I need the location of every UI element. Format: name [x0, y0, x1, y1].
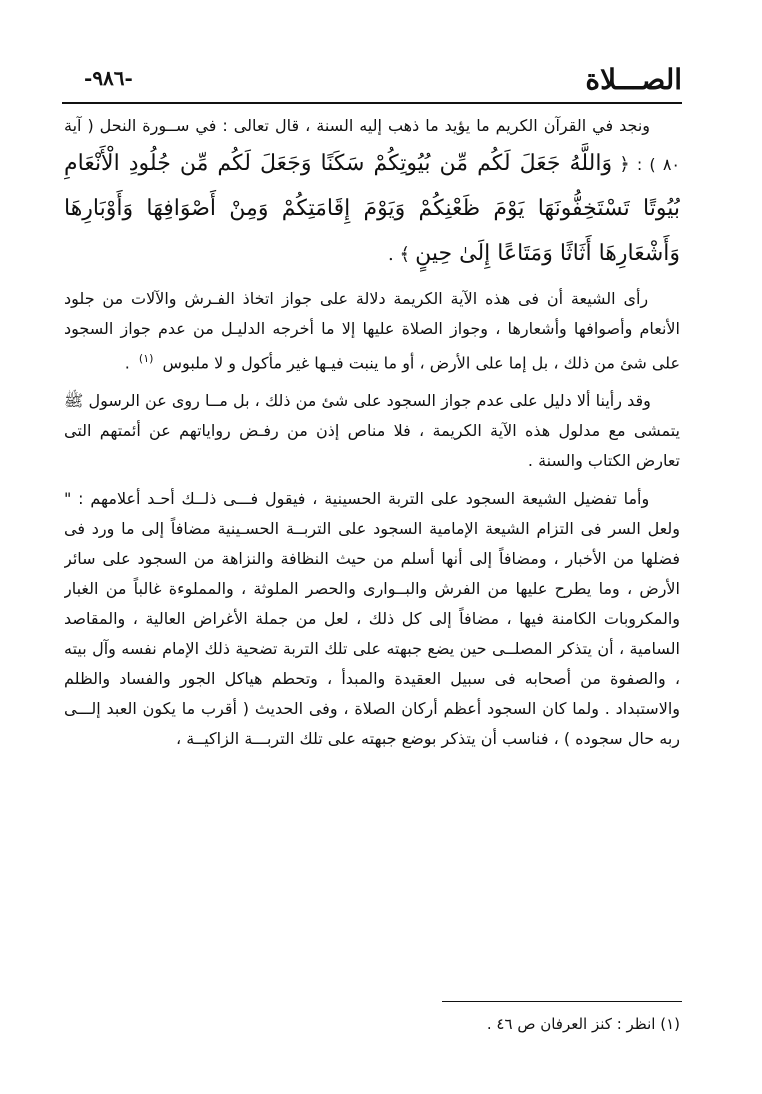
page-body	[64, 111, 680, 991]
header-divider	[62, 102, 682, 104]
paragraph-evidence	[64, 386, 680, 476]
paragraph-husayni-soil	[64, 484, 680, 754]
quran-verse: وَاللَّهُ جَعَلَ لَكُم مِّن بُيُوتِكُمْ سَكَنًا وَجَعَلَ لَكُم مِّن جُلُودِ الْأَنْعَامِ بُيُوتًا تَسْتَخِفُّونَهَا يَوْمَ ظَعْنِكُمْ وَيَوْمَ إِقَامَتِكُمْ وَمِنْ أَصْوَافِهَا وَأَوْبَارِهَا وَأَشْعَارِهَا أَثَاثًا وَمَتَاعًا إِلَىٰ حِينٍ	[64, 151, 680, 266]
page-header	[62, 62, 682, 104]
page-number: -٩٨٦-	[84, 66, 133, 90]
quran-close-bracket: ﴾ .	[388, 244, 411, 265]
paragraph-end-mark: .	[124, 353, 130, 373]
paragraph-quran-intro	[64, 111, 680, 276]
footnote-divider	[442, 1001, 682, 1002]
footnote-reference: (١)	[138, 352, 154, 365]
paragraph-text: وقد رأينا ألا دليل على عدم جواز السجود على شئ من ذلك ، بل مــا روى عن الرسول ﷺ يتمشى مع مدلول هذه الآية الكريمة ، فلا مناص إذن من رفـض رواياتهم عن أئمتهم التى تعارض الكتاب والسنة .	[64, 391, 680, 471]
footnote: (١) انظر : كنز العرفان ص ٤٦ .	[486, 1015, 680, 1033]
quran-open-bracket: ﴿	[619, 154, 630, 175]
paragraph-text: وأما تفضيل الشيعة السجود على التربة الحسينية ، فيقول فـــى ذلــك أحـد أعلامهم : " ولعل السر فى التزام الشيعة الإمامية السجود على التربــة الحسـينية مضافاً إلى ما ورد فى فضلها من الأخبار ، ومضافاً إلى أنها أسلم من حيث النظافة والنزاهة من السجود على سائر الأرض ، وما يطرح عليها من الفرش والبــوارى والحصر الملوثة ، والمملوءة غالباً من الغبار والمكروبات الكامنة فيها ، مضافاً إلى كل ذلك ، لعل من جملة الأغراض العالية ، والمقاصد السامية ، أن يتذكر المصلــى حين يضع جبهته على تلك التربة تضحية ذلك الإمام نفسه وآل بيته ، والصفوة من أصحابه فى سبيل العقيدة والمبدأ ، وتحطم هياكل الجور والفساد والظلم والاستبداد . ولما كان السجود أعظم أركان الصلاة ، وفى الحديث ( أقرب ما يكون العبد إلـــى ربه حال سجوده ) ، فناسب أن يتذكر بوضع جبهته على تلك التربـــة الزاكيــة ،	[64, 489, 680, 749]
paragraph-shia-view	[64, 284, 680, 378]
chapter-title: الصـــلاة	[585, 63, 682, 96]
paragraph-text: ونجد في القرآن الكريم ما يؤيد ما ذهب إليه السنة ، قال تعالى : في ســورة النحل ( آية ٨٠ ) :	[64, 116, 680, 174]
paragraph-text: رأى الشيعة أن فى هذه الآية الكريمة دلالة على جواز اتخاذ الفـرش والآلات من جلود الأنعام وأصوافها وأشعارها ، وجواز الصلاة عليها إلا ما أخرجه الدليـل من عدم جواز السجود على شئ من ذلك ، بل إما على الأرض ، أو ما ينبت فيـها غير مأكول و لا ملبوس	[64, 289, 680, 373]
